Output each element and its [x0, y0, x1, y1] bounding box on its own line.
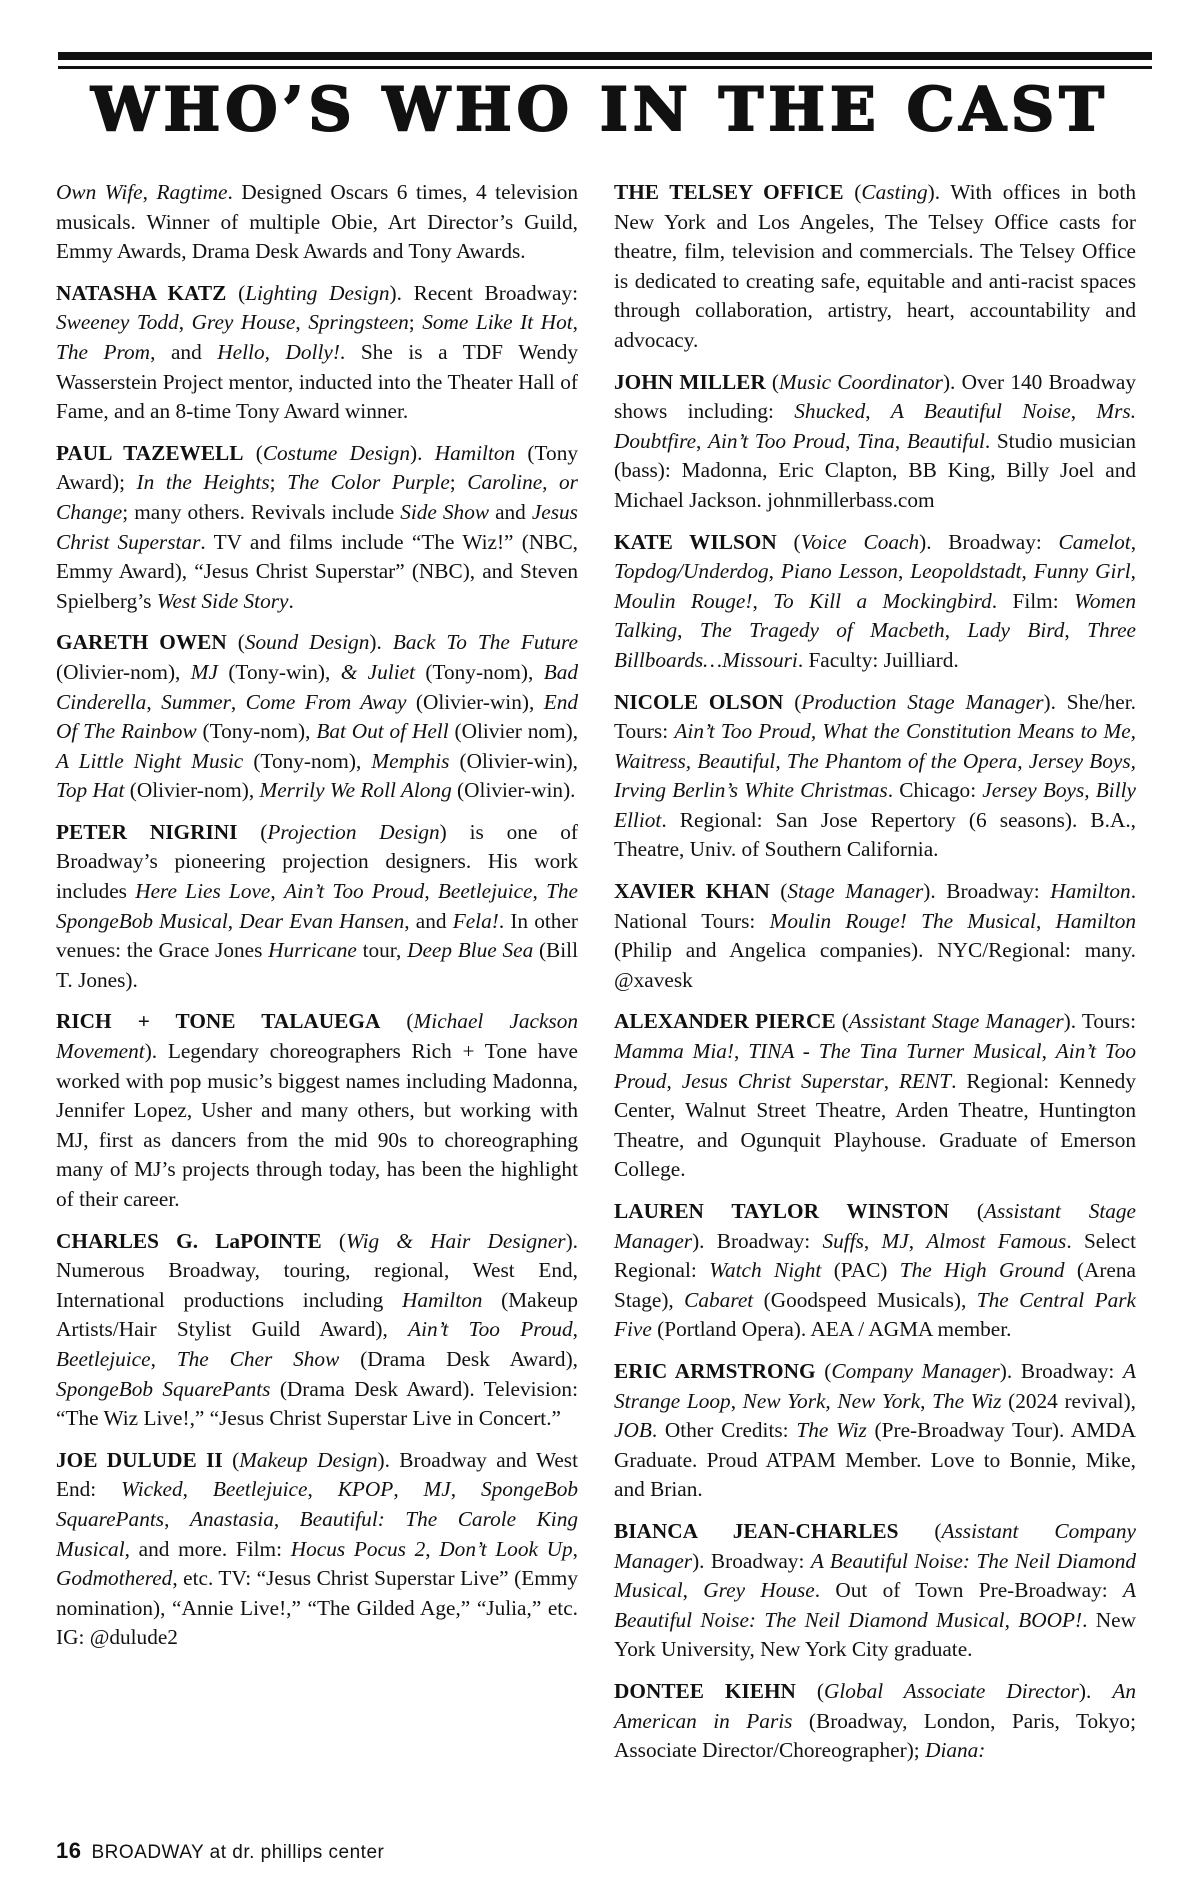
bio-entry [56, 1227, 578, 1434]
bio-text: (Company Manager). Broadway: A Strange Loop, New York, New York, The Wiz (2024 revival), JOB. Other Credits: The Wiz (Pre-Broadway Tour). AMDA Graduate. Proud ATPAM Member. Love to Bonnie, Mike, and Brian. [614, 1358, 1137, 1502]
bio-entry [614, 1517, 1136, 1665]
bio-entry [614, 1357, 1136, 1505]
bio-text: (Michael Jackson Movement). Legendary choreographers Rich + Tone have worked with pop music’s biggest names including Madonna, Jennifer Lopez, Usher and many others, but working with MJ, first as dancers from the mid 90s to choreographing many of MJ’s projects through today, has been the highlight of their career. [56, 1009, 578, 1211]
bio-text: (Assistant Company Manager). Broadway: A Beautiful Noise: The Neil Diamond Musical, Grey House. Out of Town Pre-Broadway: A Beautiful Noise: The Neil Diamond Musical, BOOP!. New York University, New York City graduate. [614, 1518, 1136, 1662]
bio-name: PAUL TAZEWELL [56, 440, 244, 465]
bio-entry [614, 1197, 1136, 1345]
bio-entry [614, 688, 1136, 866]
bio-entry [56, 279, 578, 427]
bio-text: (Wig & Hair Designer). Numerous Broadway, touring, regional, West End, International productions including Hamilton (Makeup Artists/Hair Stylist Guild Award), Ain’t Too Proud, Beetlejuice, The Cher Show (Drama Desk Award), SpongeBob SquarePants (Drama Desk Award). Television: “The Wiz Live!,” “Jesus Christ Superstar Live in Concert.” [56, 1228, 579, 1431]
bio-name: BIANCA JEAN-CHARLES [614, 1518, 899, 1543]
bio-text: (Voice Coach). Broadway: Camelot, Topdog/Underdog, Piano Lesson, Leopoldstadt, Funny Girl, Moulin Rouge!, To Kill a Mockingbird. Film: Women Talking, The Tragedy of Macbeth, Lady Bird, Three Billboards…Missouri. Faculty: Juilliard. [614, 529, 1137, 672]
bio-entry [614, 528, 1136, 676]
bio-entry [56, 1446, 578, 1653]
bio-name: RICH + TONE TALAUEGA [56, 1009, 381, 1034]
bio-entry [614, 1677, 1136, 1766]
bio-entry [56, 439, 578, 617]
page-footer [56, 1838, 384, 1864]
bio-text: (Global Associate Director). An American in Paris (Broadway, London, Paris, Tokyo; Associate Director/Choreographer); Diana: [614, 1678, 1136, 1763]
bio-entry [56, 818, 578, 996]
bio-entry [614, 877, 1136, 995]
bio-name: CHARLES G. LaPOINTE [56, 1228, 322, 1253]
bio-text: (Stage Manager). Broadway: Hamilton. National Tours: Moulin Rouge! The Musical, Hamilton (Philip and Angelica companies). NYC/Regional: many. @xavesk [614, 879, 1137, 992]
bio-entry [56, 178, 578, 267]
page-title: WHO’S WHO IN THE CAST [91, 75, 1109, 145]
left-column [56, 178, 578, 1665]
bio-name: GARETH OWEN [56, 630, 227, 655]
header-rule-thin [58, 66, 1152, 69]
bio-text: (Projection Design) is one of Broadway’s pioneering projection designers. His work includes Here Lies Love, Ain’t Too Proud, Beetlejuice, The SpongeBob Musical, Dear Evan Hansen, and Fela!. In other venues: the Grace Jones Hurricane tour, Deep Blue Sea (Bill T. Jones). [56, 819, 579, 992]
bio-text: (Sound Design). Back To The Future (Olivier-nom), MJ (Tony-win), & Juliet (Tony-nom), Bad Cinderella, Summer, Come From Away (Olivier-win), End Of The Rainbow (Tony-nom), Bat Out of Hell (Olivier nom), A Little Night Music (Tony-nom), Memphis (Olivier-win), Top Hat (Olivier-nom), Merrily We Roll Along (Olivier-win). [56, 630, 579, 803]
bio-entry [614, 368, 1136, 516]
header-rule-thick [58, 52, 1152, 60]
bio-entry [614, 178, 1136, 356]
bio-text: (Production Stage Manager). She/her. Tours: Ain’t Too Proud, What the Constitution Means to Me, Waitress, Beautiful, The Phantom of the Opera, Jersey Boys, Irving Berlin’s White Christmas. Chicago: Jersey Boys, Billy Elliot. Regional: San Jose Repertory (6 seasons). B.A., Theatre, Univ. of Southern California. [614, 689, 1136, 862]
bio-name: JOHN MILLER [614, 369, 766, 394]
publication-name: BROADWAY at dr. phillips center [91, 1842, 385, 1863]
bio-name: KATE WILSON [614, 529, 777, 554]
bio-text: Own Wife, Ragtime. Designed Oscars 6 times, 4 television musicals. Winner of multiple Obie, Art Director’s Guild, Emmy Awards, Drama Desk Awards and Tony Awards. [56, 180, 578, 264]
bio-name: LAUREN TAYLOR WINSTON [614, 1199, 949, 1223]
bio-name: PETER NIGRINI [56, 819, 238, 844]
bio-text: (Casting). With offices in both New York and Los Angeles, The Telsey Office casts for theatre, film, television and commercials. The Telsey Office is dedicated to creating safe, equitable and anti-racist spaces through collaboration, artistry, heart, accountability and advocacy. [614, 180, 1136, 352]
bio-name: DONTEE KIEHN [614, 1678, 796, 1703]
bio-name: NICOLE OLSON [614, 689, 784, 714]
bio-name: NATASHA KATZ [56, 280, 227, 305]
page-number: 16 [56, 1838, 82, 1863]
bio-name: XAVIER KHAN [614, 879, 770, 904]
bio-text: (Assistant Stage Manager). Broadway: Suffs, MJ, Almost Famous. Select Regional: Watch Night (PAC) The High Ground (Arena Stage), Cabaret (Goodspeed Musicals), The Central Park Five (Portland Opera). AEA / AGMA member. [614, 1199, 1137, 1342]
right-column [614, 178, 1136, 1778]
bio-name: THE TELSEY OFFICE [614, 180, 844, 204]
bio-text: (Costume Design). Hamilton (Tony Award); In the Heights; The Color Purple; Caroline, or Change; many others. Revivals include Side Show and Jesus Christ Superstar. TV and films include “The Wiz!” (NBC, Emmy Award), “Jesus Christ Superstar” (NBC), and Steven Spielberg’s West Side Story. [56, 440, 578, 613]
bio-name: JOE DULUDE II [56, 1447, 223, 1472]
bio-entry [56, 1007, 578, 1214]
bio-text: (Assistant Stage Manager). Tours: Mamma Mia!, TINA - The Tina Turner Musical, Ain’t Too Proud, Jesus Christ Superstar, RENT. Regional: Kennedy Center, Walnut Street Theatre, Arden Theatre, Huntington Theatre, and Ogunquit Playhouse. Graduate of Emerson College. [614, 1009, 1136, 1182]
bio-name: ALEXANDER PIERCE [614, 1009, 836, 1034]
bio-name: ERIC ARMSTRONG [614, 1358, 816, 1383]
bio-entry [614, 1007, 1136, 1185]
bio-text: (Makeup Design). Broadway and West End: Wicked, Beetlejuice, KPOP, MJ, SpongeBob SquarePants, Anastasia, Beautiful: The Carole King Musical, and more. Film: Hocus Pocus 2, Don’t Look Up, Godmothered, etc. TV: “Jesus Christ Superstar Live” (Emmy nomination), “Annie Live!,” “The Gilded Age,” “Julia,” etc. IG: @dulude2 [56, 1447, 579, 1650]
bio-text: (Lighting Design). Recent Broadway: Sweeney Todd, Grey House, Springsteen; Some Like It Hot, The Prom, and Hello, Dolly!. She is a TDF Wendy Wasserstein Project mentor, inducted into the Theater Hall of Fame, and an 8-time Tony Award winner. [56, 280, 579, 424]
bio-entry [56, 628, 578, 806]
bio-text: (Music Coordinator). Over 140 Broadway shows including: Shucked, A Beautiful Noise, Mrs. Doubtfire, Ain’t Too Proud, Tina, Beautiful. Studio musician (bass): Madonna, Eric Clapton, BB King, Billy Joel and Michael Jackson. johnmillerbass.com [614, 369, 1137, 512]
